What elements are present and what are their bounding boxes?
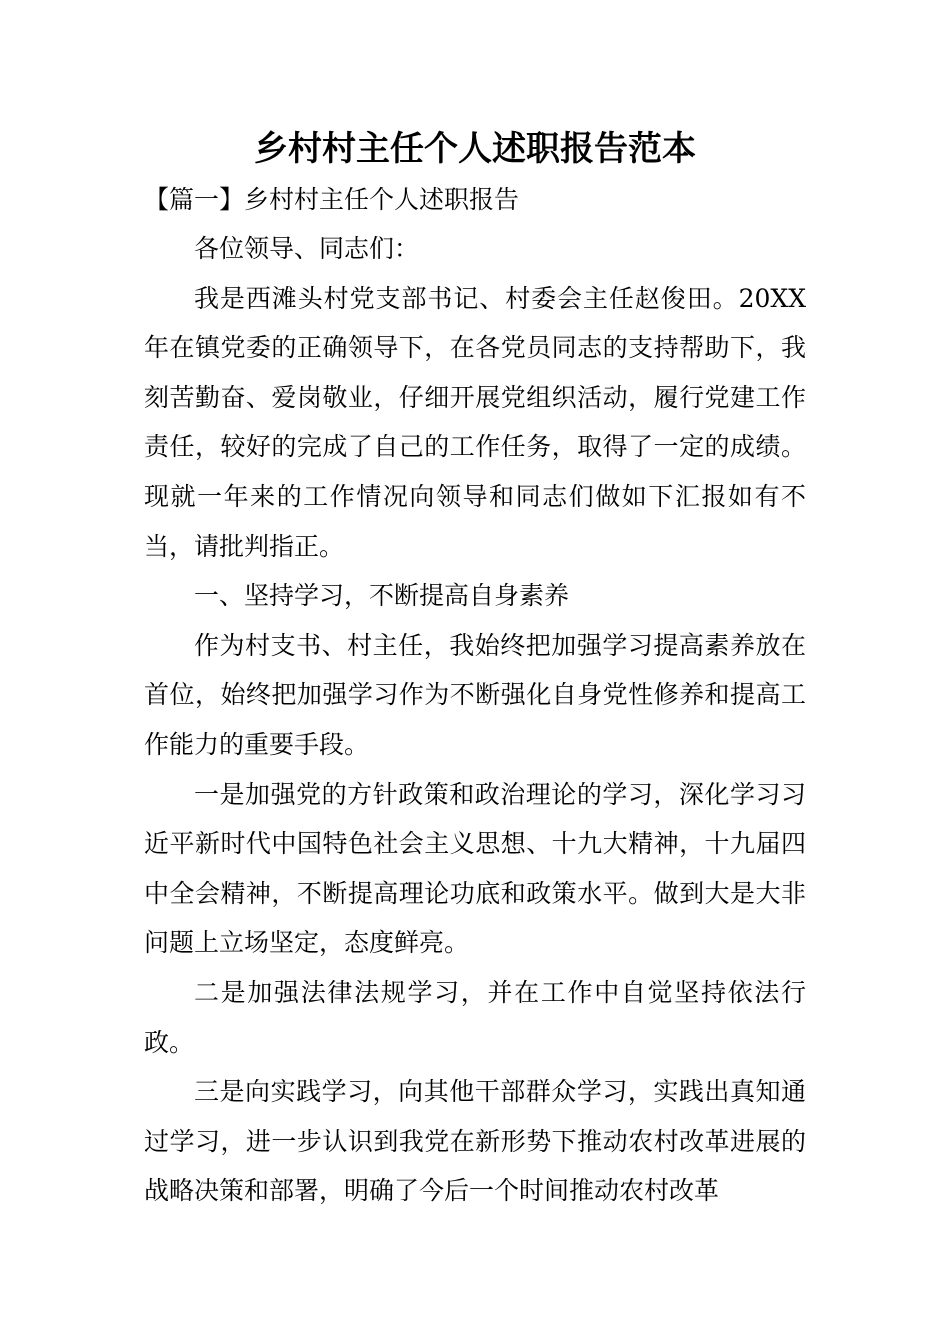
section-heading: 【篇一】乡村村主任个人述职报告: [144, 185, 520, 214]
document-title: 乡村村主任个人述职报告范本: [254, 129, 696, 169]
document-body: [144, 224, 806, 1216]
paragraph-point-2: 二是加强法律法规学习，并在工作中自觉坚持依法行政。: [144, 977, 806, 1057]
paragraph-point-1: 一是加强党的方针政策和政治理论的学习，深化学习习近平新时代中国特色社会主义思想、十九大精神，十九届四中全会精神，不断提高理论功底和政策水平。做到大是大非问题上立场坚定，态度鲜亮。: [144, 779, 806, 958]
paragraph-study-priority: 作为村支书、村主任，我始终把加强学习提高素养放在首位，始终把加强学习作为不断强化自身党性修养和提高工作能力的重要手段。: [144, 630, 806, 759]
paragraph-point-3: 三是向实践学习，向其他干部群众学习，实践出真知通过学习，进一步认识到我党在新形势下推动农村改革进展的战略决策和部署，明确了今后一个时间推动农村改革: [144, 1077, 806, 1206]
paragraph-salutation: 各位领导、同志们：: [194, 234, 420, 263]
paragraph-subheading-1: 一、坚持学习，不断提高自身素养: [194, 581, 570, 611]
paragraph-introduction: 我是西滩头村党支部书记、村委会主任赵俊田。20XX年在镇党委的正确领导下，在各党员同志的支持帮助下，我刻苦勤奋、爱岗敬业，仔细开展党组织活动，履行党建工作责任，较好的完成了自己的工作任务，取得了一定的成绩。现就一年来的工作情况向领导和同志们做如下汇报如有不当，请批判指正。: [144, 283, 806, 561]
